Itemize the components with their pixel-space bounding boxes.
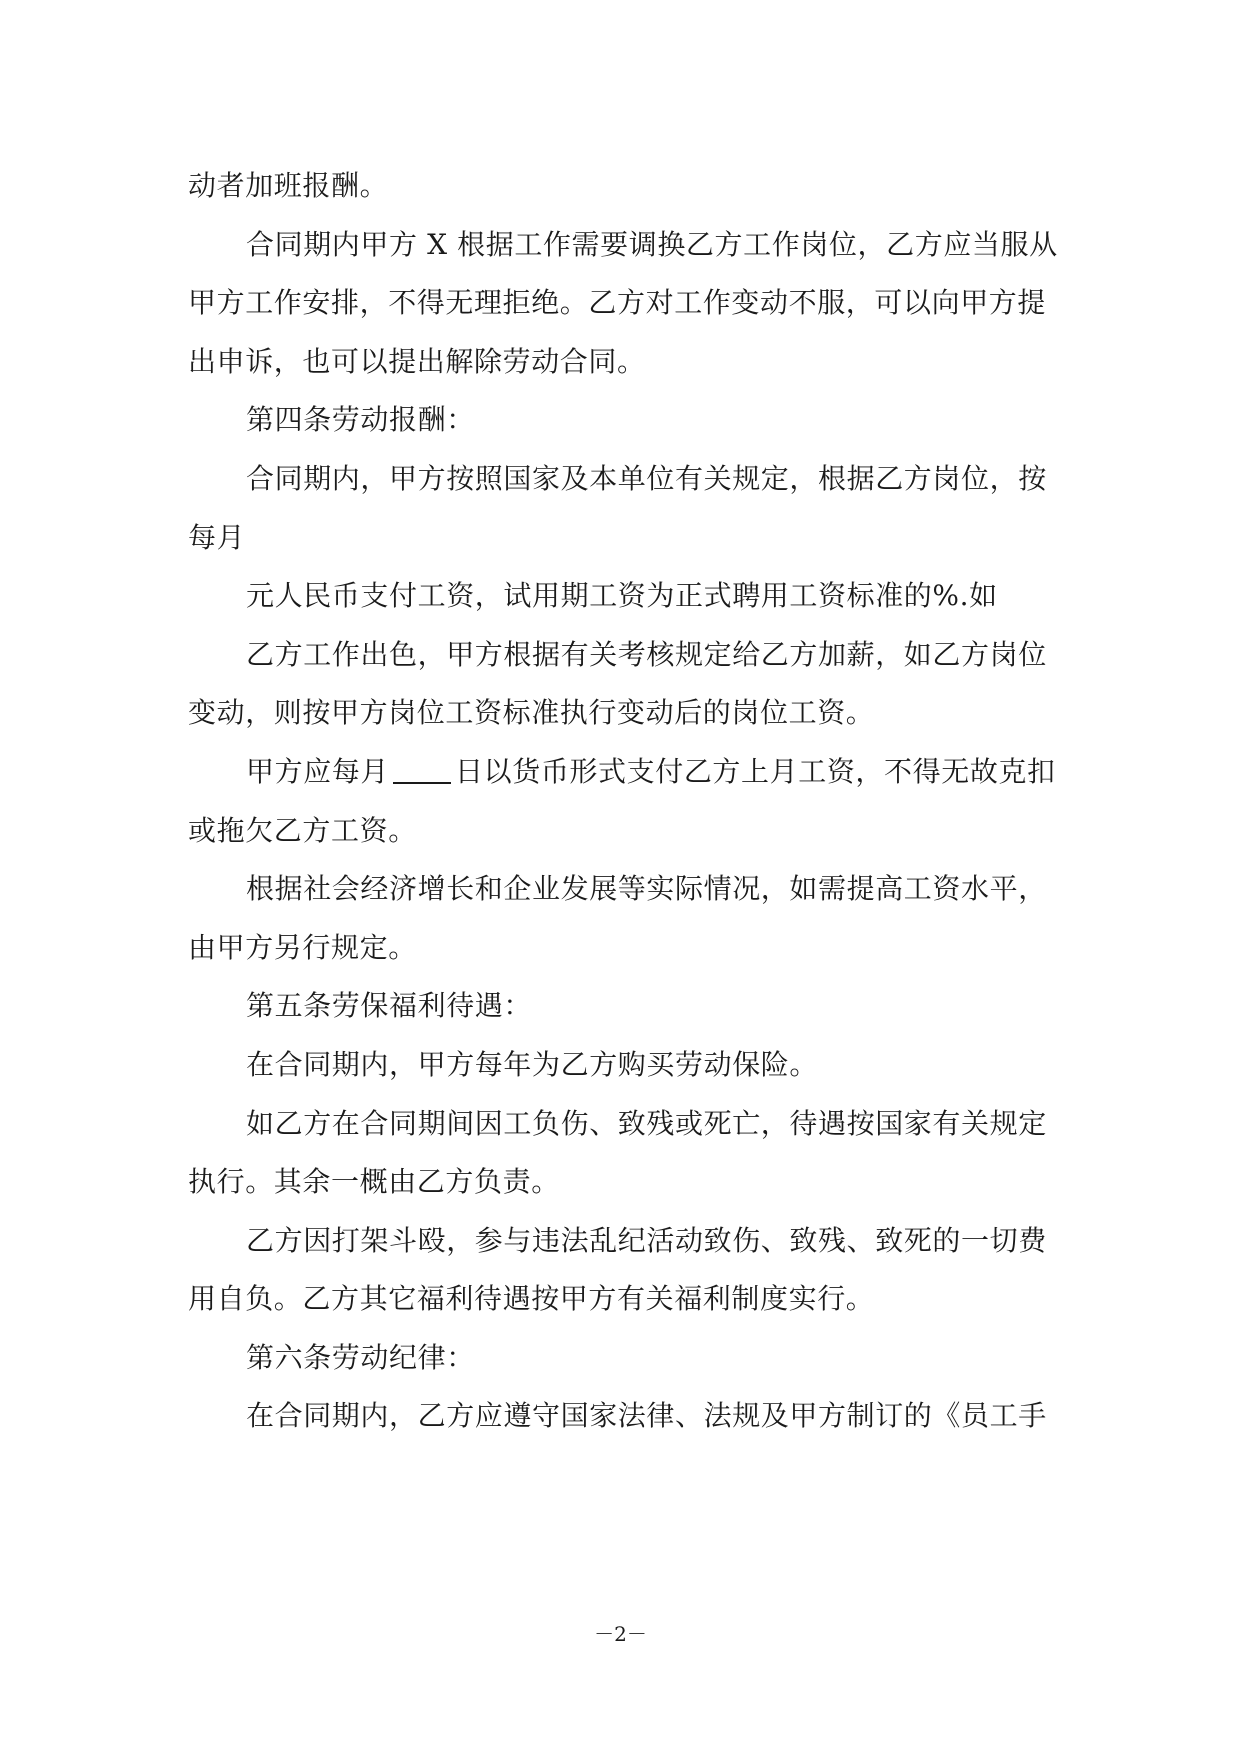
text-line: 用自负。乙方其它福利待遇按甲方有关福利制度实行。 xyxy=(188,1282,875,1316)
text-line: 或拖欠乙方工资。 xyxy=(188,813,417,847)
page-number: －2－ xyxy=(594,1622,647,1646)
section-heading: 第五条劳保福利待遇： xyxy=(246,989,533,1023)
text-line: 在合同期内，甲方每年为乙方购买劳动保险。 xyxy=(246,1047,819,1081)
text-line: 乙方因打架斗殴，参与违法乱纪活动致伤、致残、致死的一切费 xyxy=(246,1223,1047,1257)
text-line: 乙方工作出色，甲方根据有关考核规定给乙方加薪，如乙方岗位 xyxy=(246,637,1047,671)
text-line: 每月 xyxy=(188,520,246,554)
text-line: 合同期内甲方 X 根据工作需要调换乙方工作岗位，乙方应当服从 xyxy=(246,227,1058,261)
text-line: 甲方工作安排，不得无理拒绝。乙方对工作变动不服，可以向甲方提 xyxy=(188,286,1047,320)
document-body xyxy=(188,157,1056,1446)
section-heading: 第四条劳动报酬： xyxy=(246,403,475,437)
text-line: 动者加班报酬。 xyxy=(188,169,389,202)
text-line: 在合同期内，乙方应遵守国家法律、法规及甲方制订的《员工手 xyxy=(246,1399,1047,1433)
text-fragment: 日以货币形式支付乙方上月工资，不得无故克扣 xyxy=(455,754,1056,788)
text-line: 如乙方在合同期间因工负伤、致残或死亡，待遇按国家有关规定 xyxy=(246,1106,1047,1140)
text-line: 合同期内，甲方按照国家及本单位有关规定，根据乙方岗位，按 xyxy=(246,461,1047,495)
text-line: 根据社会经济增长和企业发展等实际情况，如需提高工资水平， xyxy=(246,872,1047,906)
text-line: 执行。其余一概由乙方负责。 xyxy=(188,1165,560,1199)
text-line: 出申诉，也可以提出解除劳动合同。 xyxy=(188,344,646,378)
text-line: 变动，则按甲方岗位工资标准执行变动后的岗位工资。 xyxy=(188,696,875,730)
text-line-with-blank xyxy=(188,743,1056,802)
text-line: 元人民币支付工资，试用期工资为正式聘用工资标准的%.如 xyxy=(246,579,998,613)
section-heading: 第六条劳动纪律： xyxy=(246,1340,475,1374)
text-fragment: 甲方应每月 xyxy=(246,754,390,788)
fill-in-blank xyxy=(393,752,451,784)
text-line: 由甲方另行规定。 xyxy=(188,930,417,964)
